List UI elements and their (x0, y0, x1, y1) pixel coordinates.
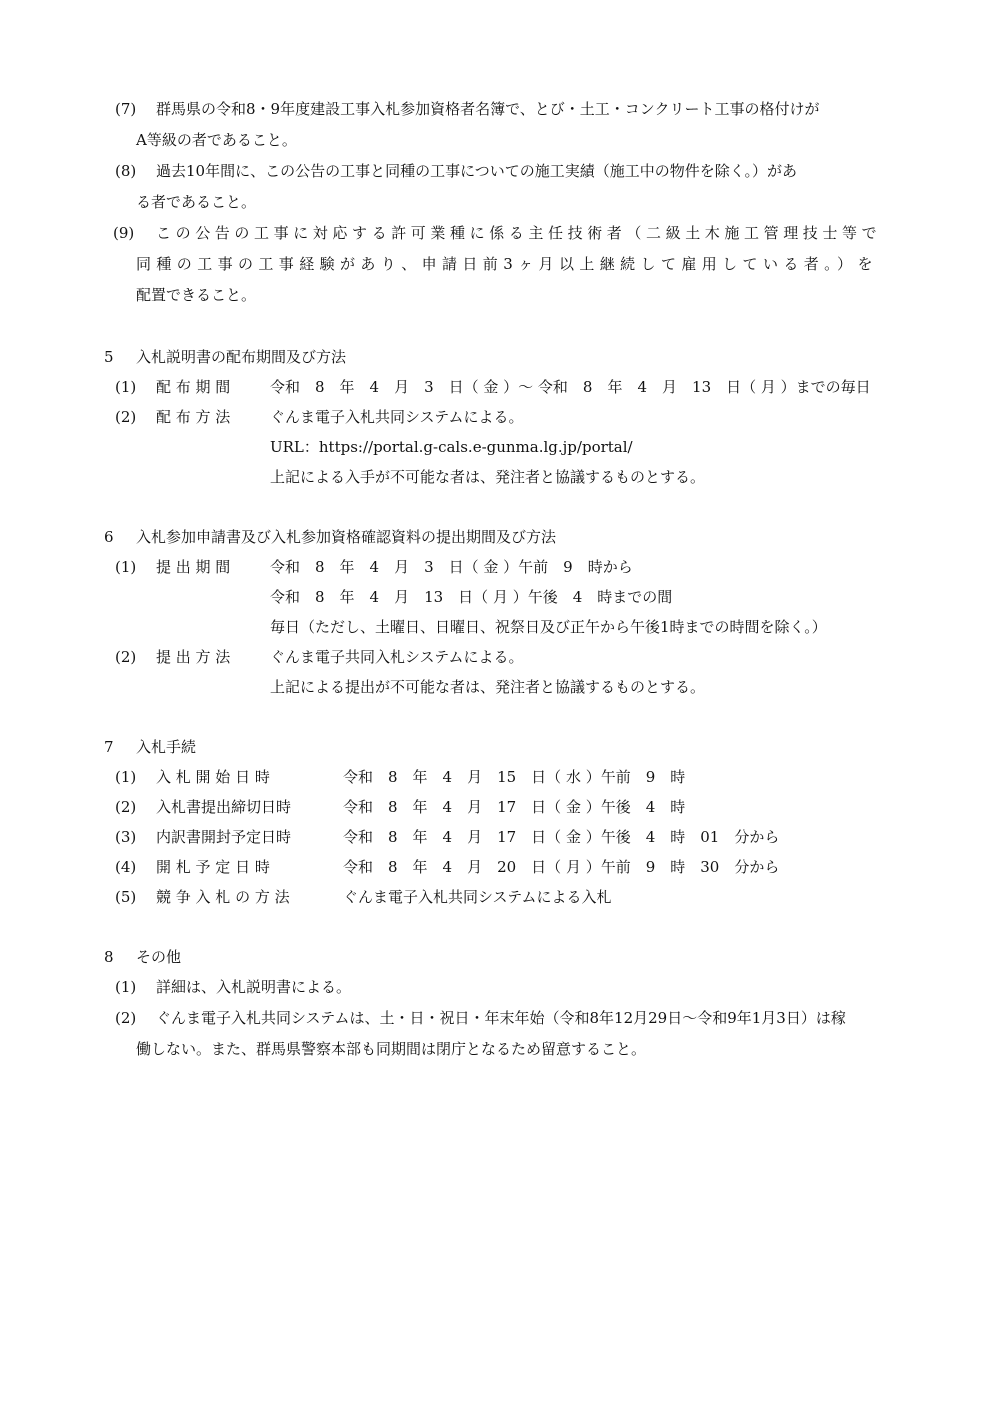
item-label: 提 出 期 間 (156, 558, 231, 576)
item-number: (1) (115, 558, 137, 576)
portal-url: URL：https://portal.g-cals.e-gunma.lg.jp/portal/ (270, 438, 633, 456)
item-number: (4) (115, 858, 137, 876)
qualification-7-line2: A等級の者であること。 (136, 131, 297, 149)
distribution-note: 上記による入手が不可能な者は、発注者と協議するものとする。 (270, 468, 706, 486)
bid-method: ぐんま電子入札共同システムによる入札 (343, 888, 612, 906)
section-title: 入札参加申請書及び入札参加資格確認資料の提出期間及び方法 (136, 528, 557, 546)
item-number: (5) (115, 888, 137, 906)
breakdown-opening-datetime: 令和 8 年 4 月 17 日（ 金 ）午後 4 時 01 分から (343, 828, 780, 846)
section-number: 5 (104, 348, 114, 366)
item-number: (9) (113, 224, 135, 242)
item-label: 配 布 方 法 (156, 408, 231, 426)
qualification-9-line3: 配置できること。 (136, 286, 257, 304)
system-downtime-line1: ぐんま電子入札共同システムは、土・日・祝日・年末年始（令和8年12月29日～令和9年1月3日）は稼 (156, 1009, 846, 1027)
qualification-7-line1: 群馬県の令和8・9年度建設工事入札参加資格者名簿で、とび・土工・コンクリート工事の格付けが (156, 100, 820, 118)
submission-days: 毎日（ただし、土曜日、日曜日、祝祭日及び正午から午後1時までの時間を除く。） (270, 618, 827, 636)
item-label: 配 布 期 間 (156, 378, 231, 396)
item-label: 開 札 予 定 日 時 (156, 858, 270, 876)
submission-end: 令和 8 年 4 月 13 日（ 月 ）午後 4 時までの間 (270, 588, 673, 606)
submission-note: 上記による提出が不可能な者は、発注者と協議するものとする。 (270, 678, 706, 696)
section-number: 7 (104, 738, 114, 756)
item-number: (1) (115, 768, 137, 786)
section-title: 入札手続 (136, 738, 197, 756)
item-label: 競 争 入 札 の 方 法 (156, 888, 290, 906)
item-label: 内訳書開封予定日時 (156, 828, 292, 846)
section-title: 入札説明書の配布期間及び方法 (136, 348, 347, 366)
qualification-9-line1: この公告の工事に対応する許可業種に係る主任技術者（二級土木施工管理技士等で (156, 224, 882, 242)
item-number: (2) (115, 798, 137, 816)
submission-start: 令和 8 年 4 月 3 日（ 金 ）午前 9 時から (270, 558, 633, 576)
item-number: (8) (115, 162, 137, 180)
bid-opening-datetime: 令和 8 年 4 月 20 日（ 月 ）午前 9 時 30 分から (343, 858, 780, 876)
other-detail-line: 詳細は、入札説明書による。 (156, 978, 352, 996)
qualification-9-line2: 同種の工事の工事経験があり、申請日前3ヶ月以上継続して雇用している者。）を (136, 255, 878, 273)
qualification-8-line1: 過去10年間に、この公告の工事と同種の工事についての施工実績（施工中の物件を除く。）があ (156, 162, 797, 180)
section-title: その他 (136, 948, 182, 966)
bid-start-datetime: 令和 8 年 4 月 15 日（ 水 ）午前 9 時 (343, 768, 686, 786)
item-number: (7) (115, 100, 137, 118)
system-downtime-line2: 働しない。また、群馬県警察本部も同期間は閉庁となるため留意すること。 (136, 1040, 647, 1058)
item-number: (2) (115, 1009, 137, 1027)
item-label: 入札書提出締切日時 (156, 798, 292, 816)
item-number: (3) (115, 828, 137, 846)
item-number: (2) (115, 648, 137, 666)
qualification-8-line2: る者であること。 (136, 193, 257, 211)
section-number: 8 (104, 948, 114, 966)
item-number: (1) (115, 978, 137, 996)
item-label: 入 札 開 始 日 時 (156, 768, 270, 786)
item-label: 提 出 方 法 (156, 648, 231, 666)
submission-method: ぐんま電子共同入札システムによる。 (270, 648, 524, 666)
section-number: 6 (104, 528, 114, 546)
distribution-period: 令和 8 年 4 月 3 日（ 金 ）～ 令和 8 年 4 月 13 日（ 月 ）までの毎日 (270, 378, 871, 396)
item-number: (1) (115, 378, 137, 396)
distribution-method: ぐんま電子入札共同システムによる。 (270, 408, 524, 426)
item-number: (2) (115, 408, 137, 426)
bid-deadline-datetime: 令和 8 年 4 月 17 日（ 金 ）午後 4 時 (343, 798, 686, 816)
